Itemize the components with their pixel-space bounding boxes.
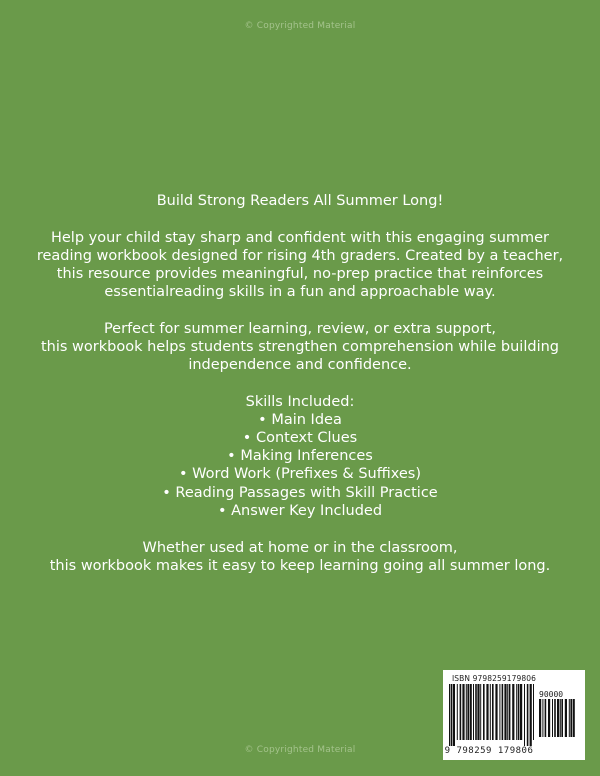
barcode-bar [457,684,458,740]
barcode-bar [573,699,575,737]
barcode-bar [545,699,547,737]
barcode-bar [502,684,504,740]
blurb-paragraph-2-line-2: this workbook helps students strengthen comprehension while building [40,339,559,355]
price-code: 90000 [539,690,564,699]
barcode-bar [527,684,529,746]
barcode-bar [530,684,532,746]
barcode-bar [569,699,570,737]
barcode-bar [507,684,508,740]
barcode-bar [533,684,534,740]
blurb-paragraph-1-line-2: reading workbook designed for rising 4th graders. Created by a teacher, [36,248,564,264]
closing-line-1: Whether used at home or in the classroom, [142,540,458,556]
barcode-bar [561,699,563,737]
barcode-bar [486,684,488,740]
skill-item: • Reading Passages with Skill Practice [162,485,438,501]
copyright-watermark-bottom: © Copyrighted Material [244,745,356,755]
blurb-paragraph-2-line-3: independence and confidence. [188,357,412,373]
isbn-label: ISBN 9798259179806 [452,674,536,683]
barcode-bar [483,684,485,740]
barcode-bar [451,684,453,746]
barcode-bar [524,684,525,746]
blurb-paragraph-2-line-1: Perfect for summer learning, review, or extra support, [103,321,497,337]
skill-item: • Making Inferences [227,448,373,464]
barcode-bar [512,684,514,740]
barcode-bar [473,684,474,740]
barcode-bar [504,684,506,740]
barcode-bar [548,699,550,737]
barcode-bar [565,699,567,737]
addon-barcode-bars [539,699,579,747]
blurb-paragraph-1-line-1: Help your child stay sharp and confident with this engaging summer [50,230,550,246]
blurb-paragraph-1-line-3: this resource provides meaningful, no-prep practice that reinforces [56,266,544,282]
barcode-bar [449,684,450,746]
barcode-bar [552,699,553,737]
barcode-bar [467,684,469,740]
blurb-paragraph-1-line-4: essentialreading skills in a fun and approachable way. [104,284,496,300]
barcode-bar [499,684,500,740]
barcode-bar [520,684,522,740]
barcode-bar [462,684,464,740]
barcode-bar [480,684,481,740]
barcode-bar [542,699,543,737]
skill-item: • Context Clues [242,430,358,446]
barcode-bar [492,684,494,740]
barcode-bar [466,684,467,740]
copyright-watermark-top: © Copyrighted Material [244,21,356,31]
skill-item: • Word Work (Prefixes & Suffixes) [178,466,422,482]
barcode-bar [477,684,479,740]
barcode-bar [453,684,455,746]
ean-barcode-bars [449,684,537,748]
barcode-bar [516,684,517,740]
barcode-bar [554,699,556,737]
barcode-bar [495,684,497,740]
barcode-bar [518,684,520,740]
barcode-bar [539,699,541,737]
skill-item: • Answer Key Included [217,503,383,519]
barcode-bar [557,699,559,737]
barcode-bar [475,684,477,740]
isbn-digits: 9 798259 179806 [444,746,534,756]
skill-item: • Main Idea [258,412,342,428]
barcode-bar [490,684,491,740]
barcode-bar [470,684,472,740]
barcode-bar [509,684,511,740]
barcode-bar [560,699,561,737]
barcode-bar [460,684,462,740]
blurb-heading: Build Strong Readers All Summer Long! [156,193,444,209]
skills-heading: Skills Included: [245,394,355,410]
barcode-bar [570,699,572,737]
closing-line-2: this workbook makes it easy to keep learning going all summer long. [49,558,551,574]
